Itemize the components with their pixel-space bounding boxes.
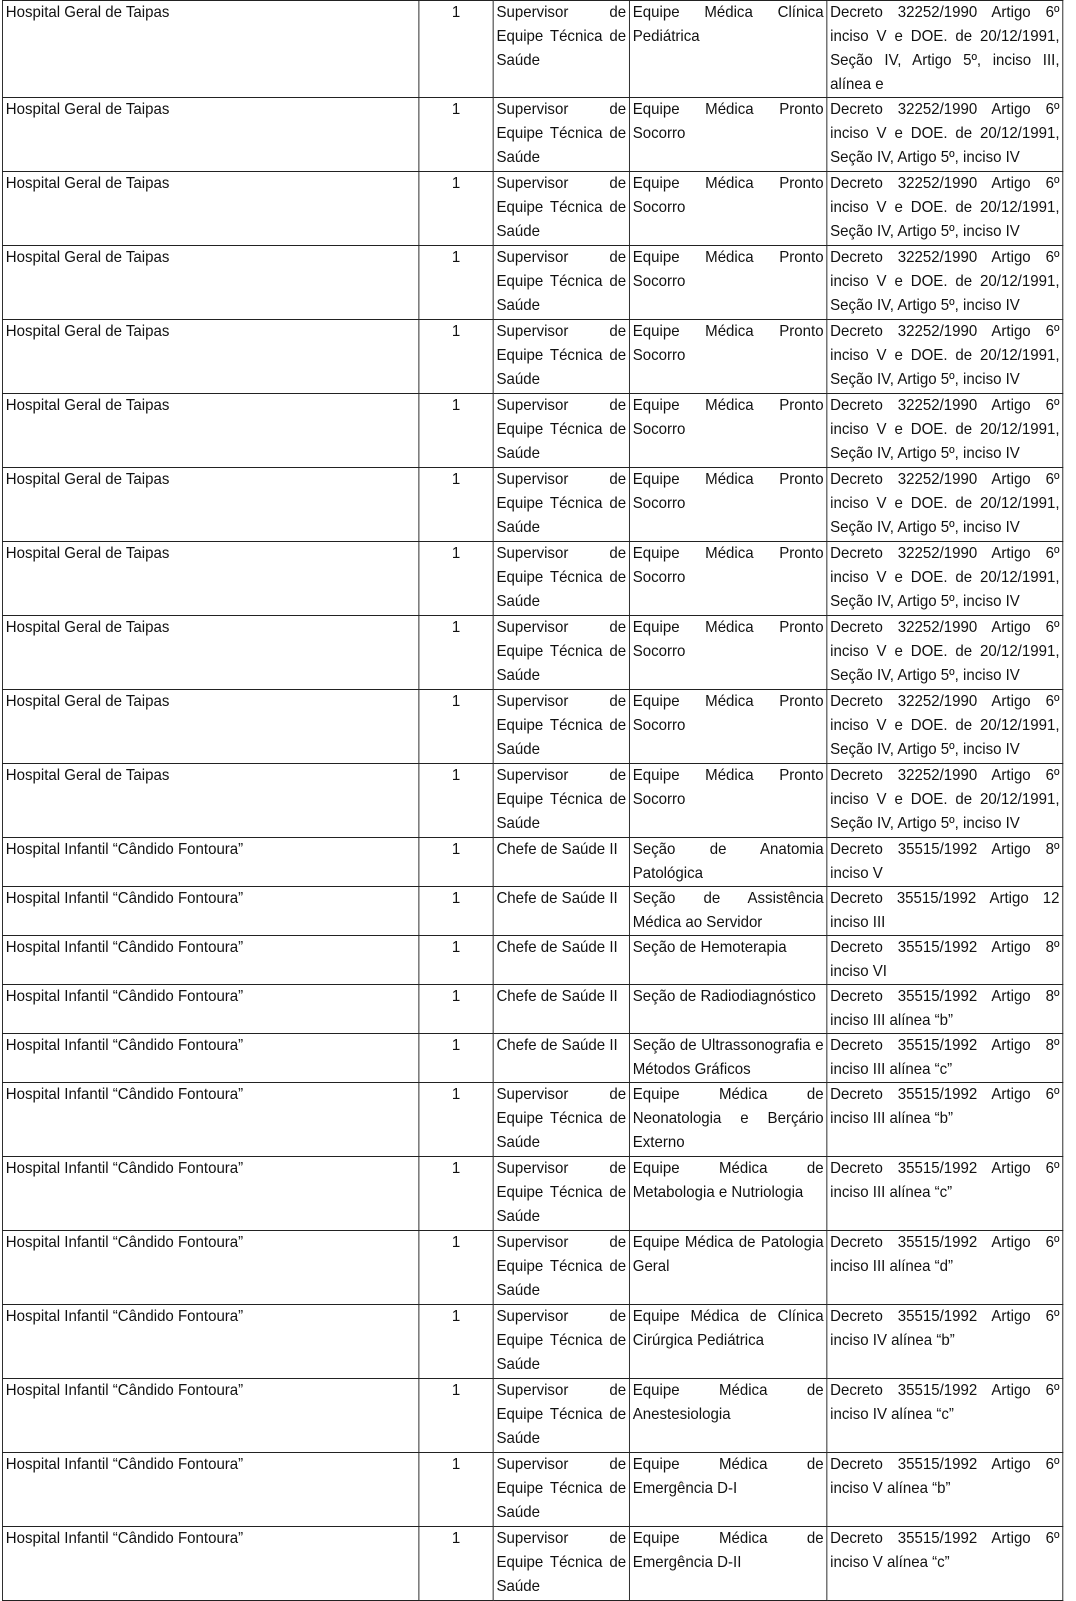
unit-cell: Hospital Geral de Taipas (2, 246, 418, 320)
unit-cell: Hospital Geral de Taipas (2, 468, 418, 542)
table-row (2, 172, 1062, 246)
role-cell: Chefe de Saúde II (493, 936, 629, 985)
legal-cell: Decreto 32252/1990 Artigo 6º inciso V e DOE. de 20/12/1991, Seção IV, Artigo 5º, inciso IV (827, 98, 1063, 172)
role-cell: Supervisor de Equipe Técnica de Saúde (493, 690, 629, 764)
unit-cell: Hospital Infantil “Cândido Fontoura” (2, 887, 418, 936)
unit-cell: Hospital Infantil “Cândido Fontoura” (2, 1305, 418, 1379)
sector-cell: Equipe Médica Pronto Socorro (629, 764, 826, 838)
legal-cell: Decreto 32252/1990 Artigo 6º inciso V e DOE. de 20/12/1991, Seção IV, Artigo 5º, inciso IV (827, 542, 1063, 616)
table-row (2, 838, 1062, 887)
quantity-cell: 1 (419, 1527, 493, 1601)
table-row (2, 764, 1062, 838)
table-row (2, 1, 1062, 98)
unit-cell: Hospital Infantil “Cândido Fontoura” (2, 1083, 418, 1157)
role-cell: Supervisor de Equipe Técnica de Saúde (493, 1231, 629, 1305)
role-cell: Supervisor de Equipe Técnica de Saúde (493, 542, 629, 616)
legal-cell: Decreto 35515/1992 Artigo 8º inciso VI (827, 936, 1063, 985)
quantity-cell: 1 (419, 936, 493, 985)
unit-cell: Hospital Geral de Taipas (2, 98, 418, 172)
role-cell: Chefe de Saúde II (493, 985, 629, 1034)
table-row (2, 320, 1062, 394)
role-cell: Chefe de Saúde II (493, 1034, 629, 1083)
unit-cell: Hospital Geral de Taipas (2, 320, 418, 394)
table-row (2, 1231, 1062, 1305)
sector-cell: Equipe Médica Clínica Pediátrica (629, 1, 826, 98)
legal-cell: Decreto 32252/1990 Artigo 6º inciso V e DOE. de 20/12/1991, Seção IV, Artigo 5º, inciso III, alínea e (827, 1, 1063, 98)
table-row (2, 887, 1062, 936)
sector-cell: Seção de Radiodiagnóstico (629, 985, 826, 1034)
quantity-cell: 1 (419, 542, 493, 616)
legal-cell: Decreto 35515/1992 Artigo 6º inciso III alínea “c” (827, 1157, 1063, 1231)
sector-cell: Equipe Médica de Emergência D-II (629, 1527, 826, 1601)
positions-table-body (2, 1, 1062, 1601)
sector-cell: Equipe Médica Pronto Socorro (629, 320, 826, 394)
quantity-cell: 1 (419, 1, 493, 98)
table-row (2, 690, 1062, 764)
role-cell: Supervisor de Equipe Técnica de Saúde (493, 98, 629, 172)
legal-cell: Decreto 35515/1992 Artigo 8º inciso III alínea “c” (827, 1034, 1063, 1083)
table-row (2, 468, 1062, 542)
table-row (2, 394, 1062, 468)
role-cell: Supervisor de Equipe Técnica de Saúde (493, 764, 629, 838)
sector-cell: Seção de Assistência Médica ao Servidor (629, 887, 826, 936)
role-cell: Supervisor de Equipe Técnica de Saúde (493, 172, 629, 246)
unit-cell: Hospital Infantil “Cândido Fontoura” (2, 838, 418, 887)
table-row (2, 936, 1062, 985)
role-cell: Supervisor de Equipe Técnica de Saúde (493, 1453, 629, 1527)
unit-cell: Hospital Infantil “Cândido Fontoura” (2, 1379, 418, 1453)
legal-cell: Decreto 32252/1990 Artigo 6º inciso V e DOE. de 20/12/1991, Seção IV, Artigo 5º, inciso IV (827, 246, 1063, 320)
unit-cell: Hospital Geral de Taipas (2, 690, 418, 764)
legal-cell: Decreto 35515/1992 Artigo 6º inciso III alínea “b” (827, 1083, 1063, 1157)
quantity-cell: 1 (419, 1453, 493, 1527)
sector-cell: Equipe Médica de Patologia Geral (629, 1231, 826, 1305)
quantity-cell: 1 (419, 394, 493, 468)
legal-cell: Decreto 32252/1990 Artigo 6º inciso V e DOE. de 20/12/1991, Seção IV, Artigo 5º, inciso IV (827, 764, 1063, 838)
unit-cell: Hospital Geral de Taipas (2, 172, 418, 246)
legal-cell: Decreto 32252/1990 Artigo 6º inciso V e DOE. de 20/12/1991, Seção IV, Artigo 5º, inciso IV (827, 616, 1063, 690)
quantity-cell: 1 (419, 616, 493, 690)
quantity-cell: 1 (419, 1083, 493, 1157)
quantity-cell: 1 (419, 1379, 493, 1453)
role-cell: Supervisor de Equipe Técnica de Saúde (493, 246, 629, 320)
unit-cell: Hospital Geral de Taipas (2, 1, 418, 98)
sector-cell: Equipe Médica de Metabologia e Nutriologia (629, 1157, 826, 1231)
role-cell: Supervisor de Equipe Técnica de Saúde (493, 616, 629, 690)
sector-cell: Equipe Médica Pronto Socorro (629, 616, 826, 690)
unit-cell: Hospital Geral de Taipas (2, 764, 418, 838)
table-row (2, 1083, 1062, 1157)
sector-cell: Equipe Médica de Neonatologia e Berçário Externo (629, 1083, 826, 1157)
table-row (2, 1034, 1062, 1083)
sector-cell: Equipe Médica de Clínica Cirúrgica Pediátrica (629, 1305, 826, 1379)
table-row (2, 1305, 1062, 1379)
quantity-cell: 1 (419, 98, 493, 172)
quantity-cell: 1 (419, 172, 493, 246)
table-row (2, 542, 1062, 616)
table-row (2, 1379, 1062, 1453)
unit-cell: Hospital Infantil “Cândido Fontoura” (2, 985, 418, 1034)
legal-cell: Decreto 35515/1992 Artigo 6º inciso V alínea “b” (827, 1453, 1063, 1527)
quantity-cell: 1 (419, 1034, 493, 1083)
positions-table (2, 0, 1063, 1601)
unit-cell: Hospital Infantil “Cândido Fontoura” (2, 1453, 418, 1527)
sector-cell: Equipe Médica Pronto Socorro (629, 246, 826, 320)
sector-cell: Equipe Médica Pronto Socorro (629, 172, 826, 246)
sector-cell: Seção de Ultrassonografia e Métodos Gráficos (629, 1034, 826, 1083)
legal-cell: Decreto 35515/1992 Artigo 6º inciso V alínea “c” (827, 1527, 1063, 1601)
role-cell: Supervisor de Equipe Técnica de Saúde (493, 320, 629, 394)
quantity-cell: 1 (419, 246, 493, 320)
legal-cell: Decreto 32252/1990 Artigo 6º inciso V e DOE. de 20/12/1991, Seção IV, Artigo 5º, inciso IV (827, 172, 1063, 246)
legal-cell: Decreto 35515/1992 Artigo 6º inciso IV alínea “c” (827, 1379, 1063, 1453)
quantity-cell: 1 (419, 1157, 493, 1231)
role-cell: Chefe de Saúde II (493, 887, 629, 936)
sector-cell: Equipe Médica Pronto Socorro (629, 98, 826, 172)
legal-cell: Decreto 35515/1992 Artigo 8º inciso III alínea “b” (827, 985, 1063, 1034)
sector-cell: Equipe Médica Pronto Socorro (629, 394, 826, 468)
legal-cell: Decreto 35515/1992 Artigo 6º inciso IV alínea “b” (827, 1305, 1063, 1379)
quantity-cell: 1 (419, 985, 493, 1034)
unit-cell: Hospital Geral de Taipas (2, 394, 418, 468)
quantity-cell: 1 (419, 838, 493, 887)
table-row (2, 1527, 1062, 1601)
role-cell: Chefe de Saúde II (493, 838, 629, 887)
sector-cell: Equipe Médica de Anestesiologia (629, 1379, 826, 1453)
legal-cell: Decreto 32252/1990 Artigo 6º inciso V e DOE. de 20/12/1991, Seção IV, Artigo 5º, inciso IV (827, 320, 1063, 394)
unit-cell: Hospital Infantil “Cândido Fontoura” (2, 1034, 418, 1083)
role-cell: Supervisor de Equipe Técnica de Saúde (493, 1527, 629, 1601)
quantity-cell: 1 (419, 1305, 493, 1379)
sector-cell: Equipe Médica Pronto Socorro (629, 468, 826, 542)
table-row (2, 985, 1062, 1034)
role-cell: Supervisor de Equipe Técnica de Saúde (493, 1, 629, 98)
legal-cell: Decreto 32252/1990 Artigo 6º inciso V e DOE. de 20/12/1991, Seção IV, Artigo 5º, inciso IV (827, 394, 1063, 468)
quantity-cell: 1 (419, 1231, 493, 1305)
sector-cell: Equipe Médica Pronto Socorro (629, 542, 826, 616)
role-cell: Supervisor de Equipe Técnica de Saúde (493, 1157, 629, 1231)
role-cell: Supervisor de Equipe Técnica de Saúde (493, 1305, 629, 1379)
quantity-cell: 1 (419, 764, 493, 838)
role-cell: Supervisor de Equipe Técnica de Saúde (493, 394, 629, 468)
legal-cell: Decreto 35515/1992 Artigo 6º inciso III alínea “d” (827, 1231, 1063, 1305)
quantity-cell: 1 (419, 690, 493, 764)
unit-cell: Hospital Geral de Taipas (2, 542, 418, 616)
table-row (2, 1453, 1062, 1527)
unit-cell: Hospital Infantil “Cândido Fontoura” (2, 1527, 418, 1601)
sector-cell: Equipe Médica Pronto Socorro (629, 690, 826, 764)
legal-cell: Decreto 32252/1990 Artigo 6º inciso V e DOE. de 20/12/1991, Seção IV, Artigo 5º, inciso IV (827, 468, 1063, 542)
sector-cell: Seção de Hemoterapia (629, 936, 826, 985)
sector-cell: Equipe Médica de Emergência D-I (629, 1453, 826, 1527)
unit-cell: Hospital Infantil “Cândido Fontoura” (2, 1231, 418, 1305)
unit-cell: Hospital Geral de Taipas (2, 616, 418, 690)
unit-cell: Hospital Infantil “Cândido Fontoura” (2, 936, 418, 985)
legal-cell: Decreto 35515/1992 Artigo 8º inciso V (827, 838, 1063, 887)
table-row (2, 98, 1062, 172)
table-row (2, 1157, 1062, 1231)
quantity-cell: 1 (419, 468, 493, 542)
quantity-cell: 1 (419, 887, 493, 936)
table-row (2, 616, 1062, 690)
sector-cell: Seção de Anatomia Patológica (629, 838, 826, 887)
legal-cell: Decreto 35515/1992 Artigo 12 inciso III (827, 887, 1063, 936)
legal-cell: Decreto 32252/1990 Artigo 6º inciso V e DOE. de 20/12/1991, Seção IV, Artigo 5º, inciso IV (827, 690, 1063, 764)
role-cell: Supervisor de Equipe Técnica de Saúde (493, 1083, 629, 1157)
role-cell: Supervisor de Equipe Técnica de Saúde (493, 468, 629, 542)
table-row (2, 246, 1062, 320)
role-cell: Supervisor de Equipe Técnica de Saúde (493, 1379, 629, 1453)
quantity-cell: 1 (419, 320, 493, 394)
unit-cell: Hospital Infantil “Cândido Fontoura” (2, 1157, 418, 1231)
